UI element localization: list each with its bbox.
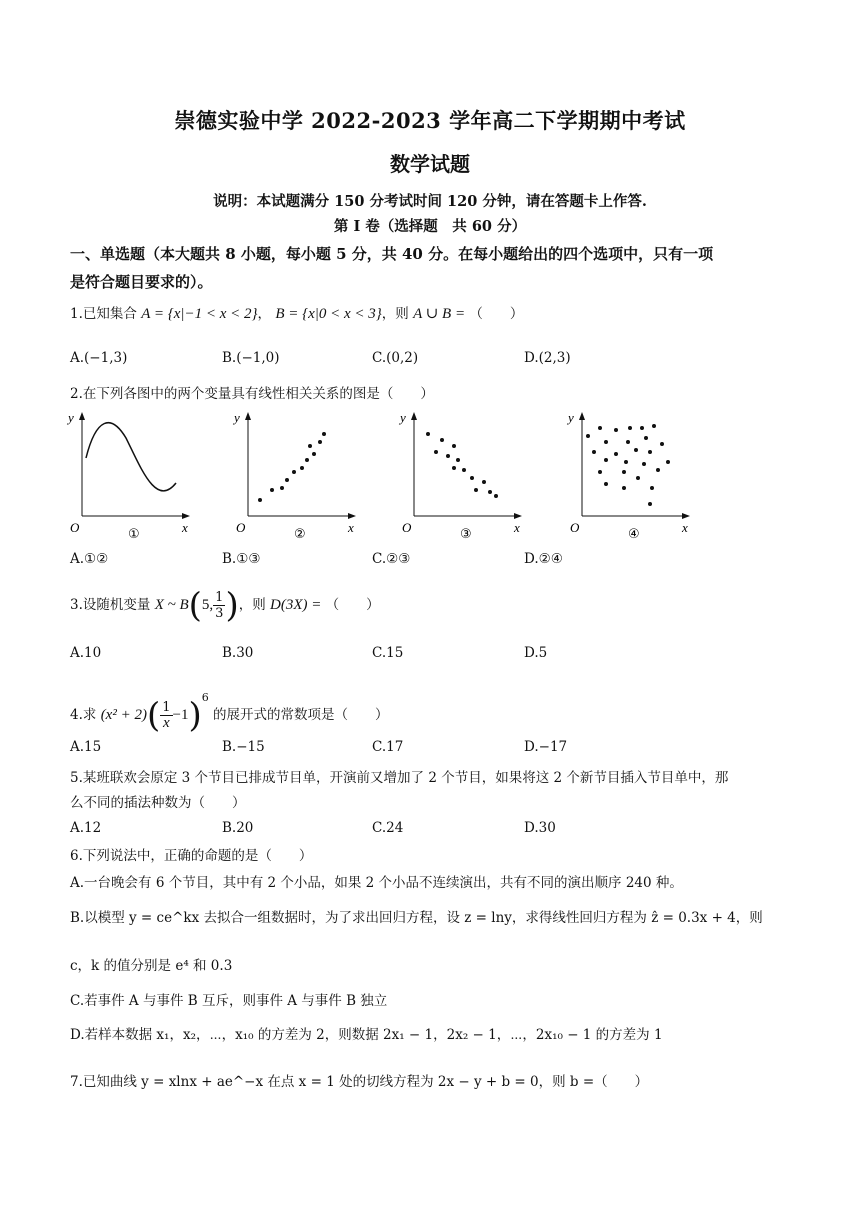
graph-2-x-label: x	[348, 520, 354, 535]
graph-3-origin: O	[402, 520, 412, 535]
graph-2-origin: O	[236, 520, 246, 535]
q3-mid: ，则	[238, 597, 266, 613]
q2-option-b: B.①③	[222, 551, 261, 567]
graph-2	[232, 408, 362, 540]
q5-option-d: D.30	[524, 820, 556, 836]
q3-expr-pre: X ~ B	[154, 597, 189, 613]
q1-set-b: B = {x|0 < x < 3}	[275, 306, 382, 322]
q3-option-b: B.30	[222, 645, 254, 661]
graph-3	[398, 408, 528, 540]
graph-4-y-label: y	[568, 410, 574, 425]
exam-part: 第 I 卷（选择题 共 60 分）	[333, 218, 527, 235]
q1-num: 1.已知集合	[70, 306, 137, 322]
q1-expr: A ∪ B =	[413, 306, 466, 322]
graph-2-y-label: y	[234, 410, 240, 425]
graph-1-origin: O	[70, 520, 80, 535]
graph-1-y-label: y	[68, 410, 74, 425]
question-5	[70, 766, 800, 816]
graph-4-origin: O	[570, 520, 580, 535]
question-7: 7.已知曲线 y = xlnx + ae^−x 在点 x = 1 处的切线方程为 2x − y + b = 0，则 b =（ ）	[70, 1074, 649, 1090]
graph-4	[566, 408, 696, 540]
exam-title: 崇德实验中学 2022-2023 学年高二下学期期中考试	[174, 108, 686, 133]
q1-option-d: D.(2,3)	[524, 350, 571, 366]
q6-option-a: A.一台晚会有 6 个节目，其中有 2 个小品，如果 2 个小品不连续演出，共有不同的演出顺序 240 种。	[70, 875, 683, 891]
q3-blank: （ ）	[325, 597, 380, 613]
q3-n: 5,	[201, 597, 214, 613]
graph-3-x-label: x	[514, 520, 520, 535]
graph-4-points	[586, 424, 670, 506]
section-heading-line1: 一、单选题（本大题共 8 小题，每小题 5 分，共 40 分。在每小题给出的四个选项中，只有一项	[70, 245, 714, 263]
graph-4-caption: ④	[628, 527, 640, 540]
q5-option-c: C.24	[372, 820, 404, 836]
graph-3-caption: ③	[460, 527, 472, 540]
question-4: 4.求 (x² + 2)( $\frac{1}{x}$ −1)$^6$ 的展开式的常数项是（ ）	[70, 691, 389, 736]
q1-option-a: A.(−1,3)	[70, 350, 128, 366]
q1-blank: （ ）	[469, 306, 524, 322]
q5-line1: 5.某班联欢会原定 3 个节目已排成节目单，开演前又增加了 2 个节目，如果将这 2 个新节目插入节目单中，那	[70, 770, 729, 786]
q3-frac-top: 1	[215, 590, 224, 605]
question-1	[70, 304, 800, 324]
sine-curve	[86, 423, 176, 491]
q4-frac-bot: x	[163, 715, 170, 731]
q3-option-d: D.5	[524, 645, 548, 661]
question-2: 2.在下列各图中的两个变量具有线性相关关系的图是（ ）	[70, 386, 434, 402]
q1-mid: ，则	[381, 306, 409, 322]
q2-option-a: A.①②	[70, 551, 109, 567]
question-6: 6.下列说法中，正确的命题的是（ ）	[70, 848, 313, 864]
graph-3-y-label: y	[400, 410, 406, 425]
graph-2-caption: ②	[294, 527, 306, 540]
q4-num: 4.求	[70, 707, 97, 723]
section-heading-line2: 是符合题目要求的）。	[70, 273, 213, 291]
q4-power: 6	[201, 691, 209, 704]
q4-minus: −1	[172, 707, 189, 723]
exam-subtitle: 数学试题	[390, 152, 470, 176]
q1-sep: ，	[257, 306, 272, 322]
q4-fraction	[160, 700, 172, 731]
q3-fraction	[213, 590, 225, 621]
q3-frac-bot: 3	[215, 606, 224, 621]
q5-option-a: A.12	[70, 820, 102, 836]
q4-tail: 的展开式的常数项是（ ）	[213, 707, 389, 723]
q4-option-d: D.−17	[524, 739, 568, 755]
q5-option-b: B.20	[222, 820, 254, 836]
q3-expr2: D(3X) =	[270, 597, 322, 613]
q6-option-c: C.若事件 A 与事件 B 互斥，则事件 A 与事件 B 独立	[70, 993, 388, 1009]
q3-num: 3.设随机变量	[70, 597, 151, 613]
q4-option-c: C.17	[372, 739, 404, 755]
q4-expr1: (x² + 2)	[100, 707, 147, 723]
q4-option-b: B.−15	[222, 739, 265, 755]
q3-option-c: C.15	[372, 645, 404, 661]
q2-option-c: C.②③	[372, 551, 411, 567]
q3-option-a: A.10	[70, 645, 102, 661]
graph-1	[66, 408, 196, 540]
q4-option-a: A.15	[70, 739, 102, 755]
exam-note: 说明：本试题满分 150 分考试时间 120 分钟，请在答题卡上作答.	[213, 193, 647, 210]
graph-2-points	[258, 432, 326, 502]
q1-set-a: A = {x|−1 < x < 2}	[141, 306, 258, 322]
q6-option-d: D.若样本数据 x₁，x₂，⋯，x₁₀ 的方差为 2，则数据 2x₁ − 1，2x₂ − 1，⋯，2x₁₀ − 1 的方差为 1	[70, 1027, 663, 1043]
section-heading	[70, 240, 800, 296]
q6-option-b-line1: B.以模型 y = ce^kx 去拟合一组数据时，为了求出回归方程，设 z = lny，求得线性回归方程为 ẑ = 0.3x + 4，则	[70, 910, 763, 926]
q6-option-b-line2: c，k 的值分别是 e⁴ 和 0.3	[70, 958, 233, 974]
q4-frac-top: 1	[162, 700, 171, 715]
q5-line2: 么不同的插法种数为（ ）	[70, 795, 246, 811]
q1-option-b: B.(−1,0)	[222, 350, 280, 366]
graph-3-points	[426, 432, 498, 498]
graph-1-caption: ①	[128, 527, 140, 540]
graph-1-x-label: x	[182, 520, 188, 535]
question-3: 3.设随机变量 X ~ B(5, $\frac{1}{3}$ )，则 D(3X) = （ ）	[70, 585, 380, 626]
q2-option-d: D.②④	[524, 551, 563, 567]
graph-4-x-label: x	[682, 520, 688, 535]
q1-option-c: C.(0,2)	[372, 350, 419, 366]
